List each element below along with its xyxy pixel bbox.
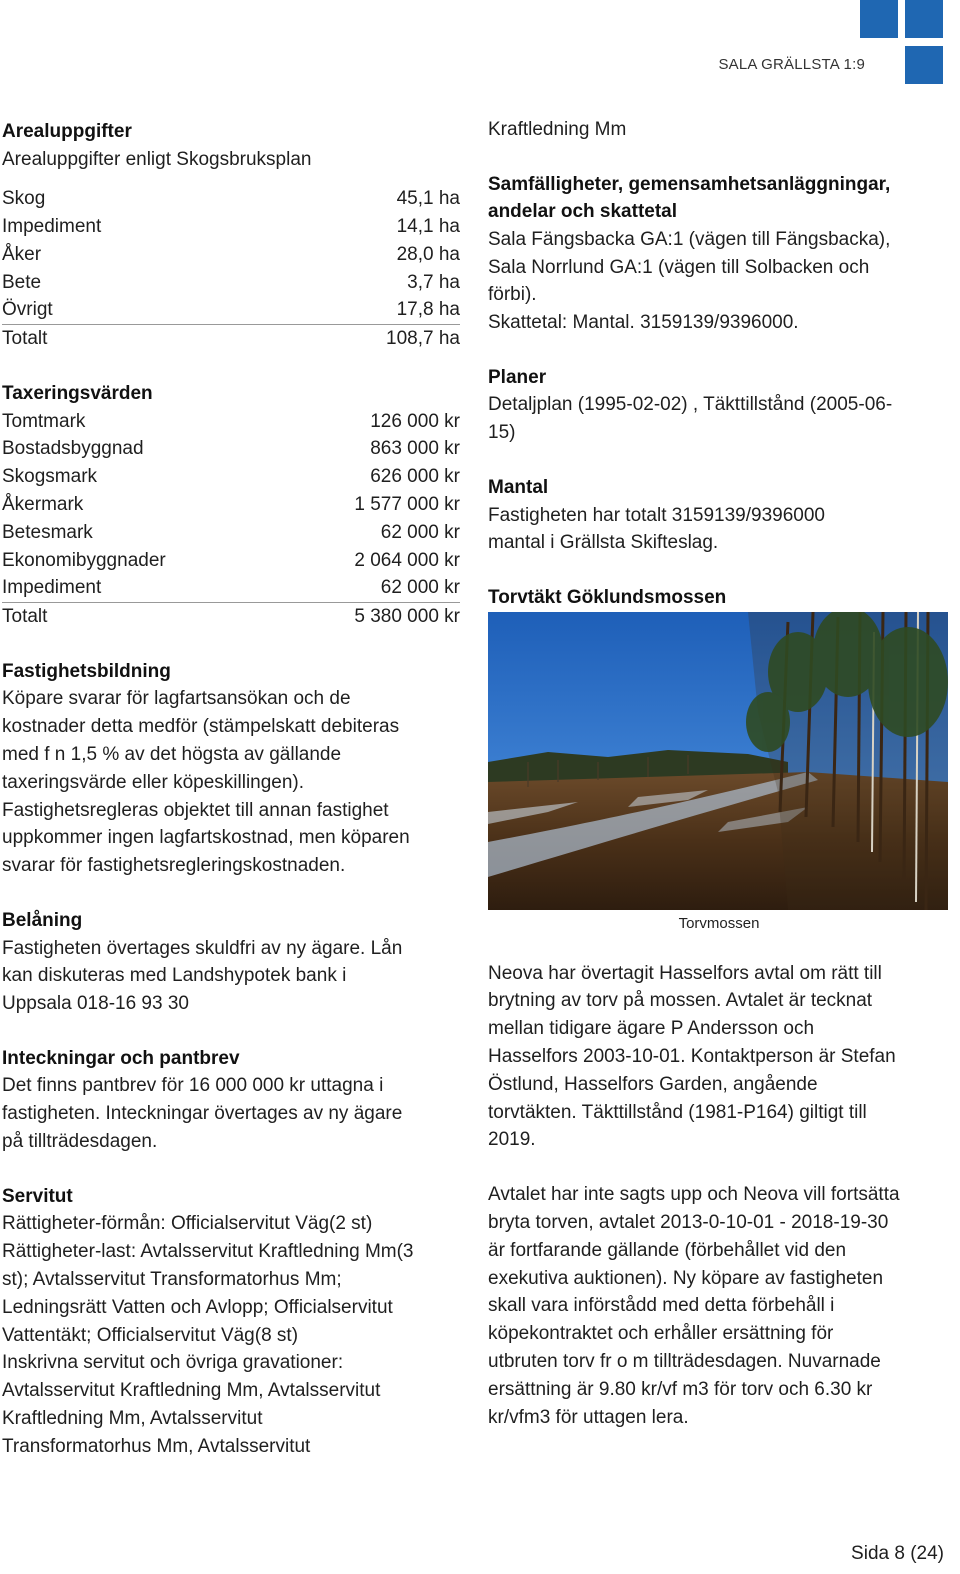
mantal-heading: Mantal: [488, 477, 549, 499]
areal-subheading: Arealuppgifter enligt Skogsbruksplan: [2, 148, 312, 170]
table-row: [2, 519, 460, 547]
torvtakt-section: [488, 584, 950, 1431]
text-line: på tillträdesdagen.: [2, 1131, 158, 1153]
text-line: Inskrivna servitut och övriga gravationer:: [2, 1352, 344, 1374]
text-line: mantal i Grällsta Skifteslag.: [488, 532, 719, 554]
table-row: [2, 185, 460, 213]
text-line: Sala Fängsbacka GA:1 (vägen till Fängsbacka),: [488, 228, 891, 250]
text-line: brytning av torv på mossen. Avtalet är tecknat: [488, 990, 873, 1012]
text-line: Hasselfors 2003-10-01. Kontaktperson är Stefan: [488, 1046, 896, 1068]
text-line: torvtäkten. Täkttillstånd (1981-P164) giltigt till: [488, 1101, 867, 1123]
text-line: exekutiva auktionen). Ny köpare av fastigheten: [488, 1267, 884, 1289]
table-total-row: [2, 324, 460, 353]
text-line: utbruten torv fr o m tillträdesdagen. Nuvarnade: [488, 1351, 881, 1373]
text-line: skall vara införstådd med detta förbehåll i: [488, 1295, 835, 1317]
text-line: svarar för fastighetsregleringskostnaden.: [2, 855, 346, 877]
text-line: fastigheten. Inteckningar övertages av ny ägare: [2, 1103, 403, 1125]
row-value: 62 000 kr: [380, 577, 460, 599]
table-row: [2, 574, 460, 602]
text-line: Östlund, Hasselfors Garden, angående: [488, 1073, 818, 1095]
taxering-table: [2, 408, 460, 631]
table-row: [2, 296, 460, 324]
row-label: Övrigt: [2, 299, 53, 321]
table-row: [2, 408, 460, 436]
text-line: Avtalsservitut Kraftledning Mm, Avtalsservitut: [2, 1380, 381, 1402]
row-label: Åkermark: [2, 493, 84, 515]
table-total-row: [2, 602, 460, 631]
text-line: Avtalet har inte sagts upp och Neova vill fortsätta: [488, 1184, 900, 1206]
samfalligheter-heading: andelar och skattetal: [488, 201, 678, 223]
text-line: 2019.: [488, 1129, 536, 1151]
text-line: är fortfarande gällande (förbehållet vid den: [488, 1239, 847, 1261]
text-line: Transformatorhus Mm, Avtalsservitut: [2, 1435, 311, 1457]
row-value: 62 000 kr: [380, 521, 460, 543]
row-value: 2 064 000 kr: [354, 549, 460, 571]
row-label: Skog: [2, 188, 46, 210]
text-line: Rättigheter-förmån: Officialservitut Väg(2 st): [2, 1213, 373, 1235]
row-value: 17,8 ha: [396, 299, 460, 321]
continued-text: [488, 116, 950, 144]
page-number: Sida 8 (24): [851, 1543, 944, 1564]
text-line: Ledningsrätt Vatten och Avlopp; Officialservitut: [2, 1296, 393, 1318]
torvtakt-heading: Torvtäkt Göklundsmossen: [488, 587, 727, 609]
row-label: Ekonomibyggnader: [2, 549, 166, 571]
text-line: uppkommer ingen lagfartskostnad, men köparen: [2, 827, 410, 849]
mantal-section: [488, 474, 950, 557]
inteckningar-section: [2, 1045, 460, 1156]
row-label: Bete: [2, 271, 42, 293]
right-column: [488, 116, 950, 1431]
text-line: kan diskuteras med Landshypotek bank i: [2, 965, 347, 987]
text-line: köpekontraktet och erhåller ersättning för: [488, 1323, 834, 1345]
row-label: Tomtmark: [2, 410, 86, 432]
areal-section: [2, 118, 460, 353]
samfalligheter-heading: Samfälligheter, gemensamhetsanläggningar,: [488, 173, 891, 195]
row-value: 108,7 ha: [386, 328, 460, 350]
belaning-section: [2, 907, 460, 1018]
areal-heading: Arealuppgifter: [2, 121, 132, 142]
text-line: taxeringsvärde eller köpeskillingen).: [2, 771, 305, 793]
taxering-heading: Taxeringsvärden: [2, 383, 153, 405]
company-logo: [860, 0, 960, 90]
text-line: med f n 1,5 % av det högsta av gällande: [2, 744, 342, 766]
row-label: Bostadsbyggnad: [2, 438, 144, 460]
photo-caption: Torvmossen: [678, 914, 760, 932]
table-row: [2, 463, 460, 491]
table-row: [2, 241, 460, 269]
text-line: förbi).: [488, 284, 537, 306]
text-line: Kraftledning Mm: [488, 119, 627, 140]
text-line: Skattetal: Mantal. 3159139/9396000.: [488, 312, 799, 334]
row-value: 1 577 000 kr: [354, 493, 460, 515]
table-row: [2, 547, 460, 575]
text-line: Fastigheten har totalt 3159139/9396000: [488, 504, 825, 526]
row-value: 45,1 ha: [396, 188, 460, 210]
text-line: Detaljplan (1995-02-02) , Täkttillstånd (2005-06-: [488, 394, 893, 416]
torvtakt-paragraph-1: [488, 960, 950, 1155]
text-line: kostnader detta medför (stämpelskatt debiteras: [2, 716, 400, 738]
text-line: Kraftledning Mm, Avtalsservitut: [2, 1407, 263, 1429]
text-line: Uppsala 018-16 93 30: [2, 993, 189, 1015]
torvtakt-paragraph-2: [488, 1181, 950, 1431]
taxering-section: [2, 380, 460, 631]
table-row: [2, 213, 460, 241]
text-line: Vattentäkt; Officialservitut Väg(8 st): [2, 1324, 299, 1346]
row-value: 3,7 ha: [407, 271, 460, 293]
text-line: mellan tidigare ägare P Andersson och: [488, 1018, 815, 1040]
text-line: st); Avtalsservitut Transformatorhus Mm;: [2, 1268, 342, 1290]
text-line: 15): [488, 422, 516, 444]
row-label: Totalt: [2, 328, 48, 350]
planer-heading: Planer: [488, 366, 547, 388]
text-line: ersättning är 9.80 kr/vf m3 för torv och 6.30 kr: [488, 1378, 873, 1400]
row-label: Impediment: [2, 577, 102, 599]
row-value: 126 000 kr: [370, 410, 460, 432]
areal-table: [2, 185, 460, 353]
text-line: Rättigheter-last: Avtalsservitut Kraftledning Mm(3: [2, 1241, 414, 1263]
inteckningar-heading: Inteckningar och pantbrev: [2, 1047, 240, 1069]
table-row: [2, 269, 460, 297]
fastighetsbildning-heading: Fastighetsbildning: [2, 660, 171, 682]
row-value: 863 000 kr: [370, 438, 460, 460]
belaning-heading: Belåning: [2, 910, 83, 932]
row-value: 5 380 000 kr: [354, 606, 460, 628]
row-value: 28,0 ha: [396, 243, 460, 265]
row-label: Åker: [2, 243, 42, 265]
row-value: 14,1 ha: [396, 216, 460, 238]
text-line: Det finns pantbrev för 16 000 000 kr uttagna i: [2, 1075, 384, 1097]
row-value: 626 000 kr: [370, 466, 460, 488]
text-line: Fastighetsregleras objektet till annan fastighet: [2, 799, 389, 821]
peat-bog-photo: [488, 612, 948, 910]
text-line: Sala Norrlund GA:1 (vägen till Solbacken och: [488, 256, 870, 278]
samfalligheter-section: [488, 171, 950, 337]
servitut-heading: Servitut: [2, 1185, 73, 1207]
text-line: kr/vfm3 för uttagen lera.: [488, 1406, 689, 1428]
text-line: bryta torven, avtalet 2013-0-10-01 - 2018-19-30: [488, 1212, 889, 1234]
servitut-section: [2, 1183, 460, 1461]
fastighetsbildning-section: [2, 658, 460, 880]
table-row: [2, 435, 460, 463]
table-row: [2, 491, 460, 519]
row-label: Impediment: [2, 216, 102, 238]
text-line: Fastigheten övertages skuldfri av ny ägare. Lån: [2, 937, 403, 959]
text-line: Köpare svarar för lagfartsansökan och de: [2, 688, 351, 710]
page-header-title: SALA GRÄLLSTA 1:9: [718, 56, 865, 73]
left-column: [2, 118, 460, 1487]
row-label: Betesmark: [2, 521, 93, 543]
row-label: Skogsmark: [2, 466, 98, 488]
text-line: Neova har övertagit Hasselfors avtal om rätt till: [488, 962, 882, 984]
planer-section: [488, 364, 950, 447]
row-label: Totalt: [2, 606, 48, 628]
